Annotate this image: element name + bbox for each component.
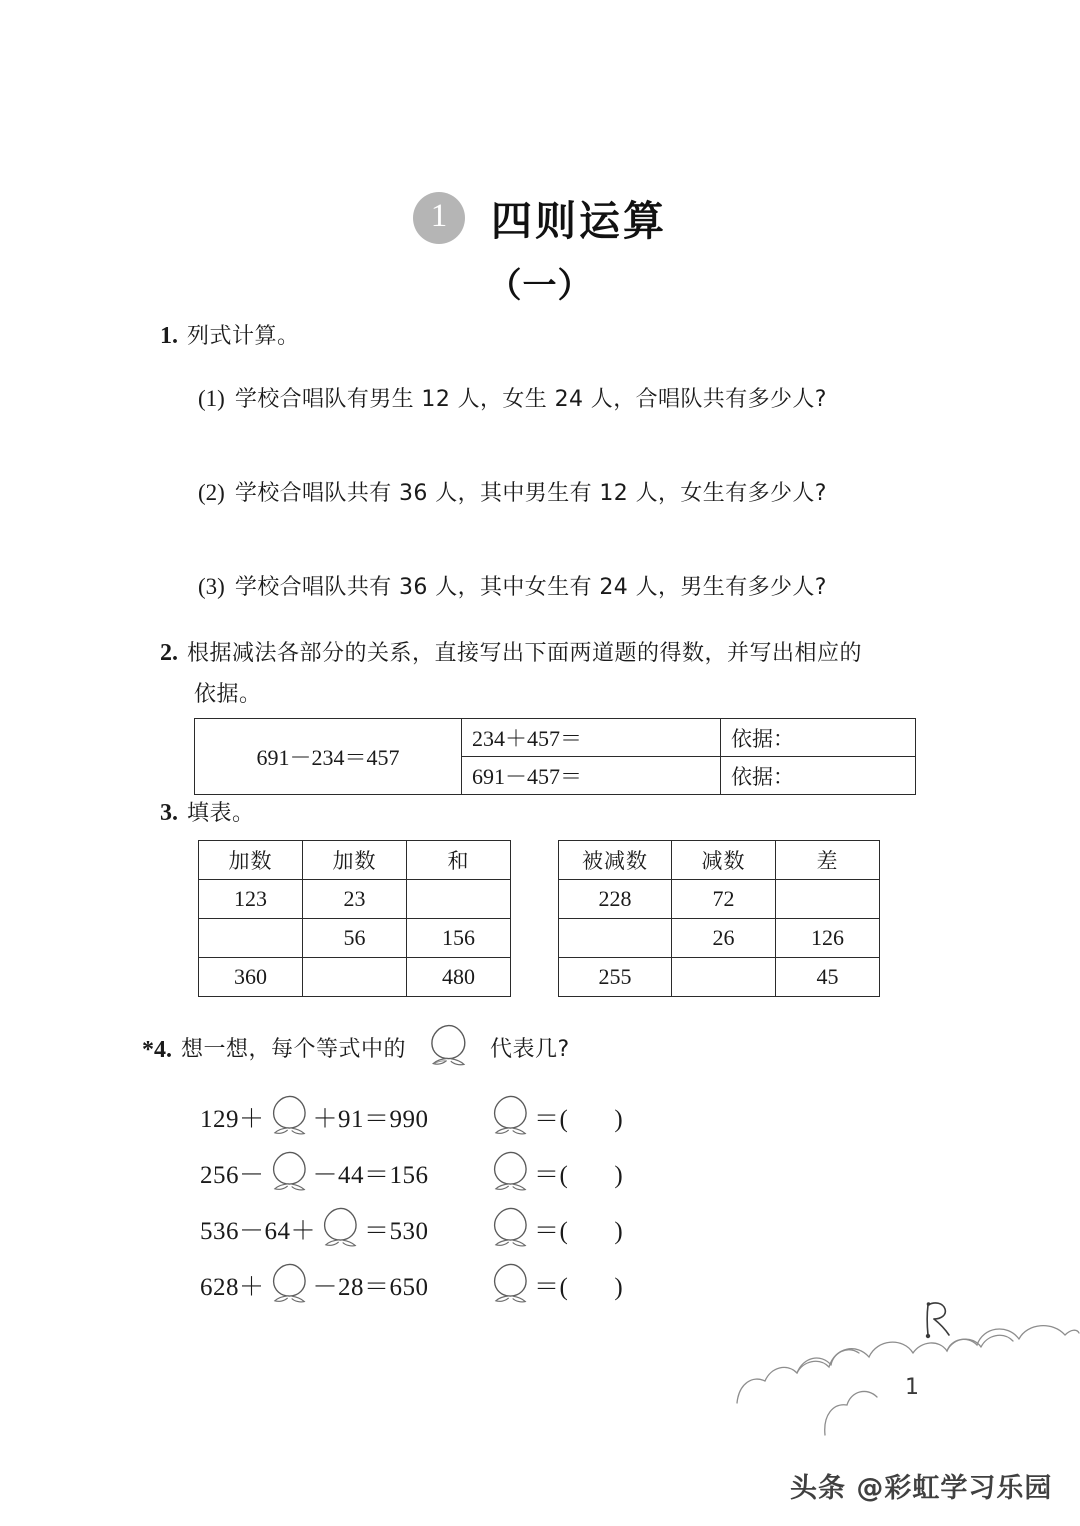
equation-suffix: －44＝156 — [312, 1162, 429, 1190]
question-1-heading — [160, 318, 1020, 355]
peach-icon — [316, 1205, 364, 1260]
peach-icon — [486, 1205, 534, 1260]
table-row — [199, 880, 511, 919]
equation-suffix: －28＝650 — [312, 1274, 429, 1302]
answer-close: ) — [614, 1274, 624, 1302]
question-1-prompt: 列式计算。 — [187, 324, 300, 349]
table-row — [559, 880, 880, 919]
question-3-prompt: 填表。 — [187, 801, 255, 826]
item-label: (1) — [198, 386, 225, 412]
equation-answer-4 — [486, 1261, 623, 1316]
question-1-item-2 — [198, 475, 1020, 511]
table-row — [199, 919, 511, 958]
cell-r2c2[interactable]: 56 — [303, 919, 407, 958]
peach-icon — [486, 1093, 534, 1148]
answer-open: ＝( — [534, 1274, 569, 1302]
cell-r1c1[interactable]: 123 — [199, 880, 303, 919]
question-4-heading — [142, 1022, 1022, 1079]
answer-open: ＝( — [534, 1162, 569, 1190]
expression-cell-2[interactable]: 691－457＝ — [462, 757, 721, 795]
cell-r2c3[interactable]: 126 — [776, 919, 880, 958]
col-header-subtrahend: 减数 — [672, 841, 776, 880]
peach-icon — [423, 1022, 473, 1079]
item-label: (2) — [198, 480, 225, 506]
table-header-row — [199, 841, 511, 880]
cell-r3c1[interactable]: 255 — [559, 958, 672, 997]
answer-open: ＝( — [534, 1106, 569, 1134]
question-1-number: 1. — [160, 323, 178, 349]
peach-icon — [265, 1093, 313, 1148]
question-4-prompt-before: 想一想，每个等式中的 — [181, 1037, 407, 1063]
expression-cell-1[interactable]: 234＋457＝ — [462, 719, 721, 757]
subtraction-table — [558, 840, 880, 997]
equation-row-3 — [200, 1205, 1022, 1261]
cell-r1c2[interactable]: 23 — [303, 880, 407, 919]
basis-cell-2[interactable]: 依据： — [721, 757, 916, 795]
answer-close: ) — [614, 1218, 624, 1246]
question-2-table — [194, 718, 916, 795]
page-number: 1 — [905, 1375, 919, 1400]
question-2-heading — [160, 635, 1030, 672]
question-1 — [160, 318, 1020, 605]
question-2-prompt-line1: 根据减法各部分的关系，直接写出下面两道题的得数，并写出相应的 — [187, 641, 863, 666]
equation-answer-1 — [486, 1093, 623, 1148]
question-2-prompt-line2: 依据。 — [194, 682, 262, 708]
equation-answer-3 — [486, 1205, 623, 1260]
cell-r3c2[interactable] — [303, 958, 407, 997]
question-3 — [160, 795, 255, 832]
equation-expression-2 — [200, 1149, 486, 1204]
item-label: (3) — [198, 574, 225, 600]
cell-r1c3[interactable] — [407, 880, 511, 919]
col-header-difference: 差 — [776, 841, 880, 880]
question-3-number: 3. — [160, 800, 178, 826]
cell-r1c2[interactable]: 72 — [672, 880, 776, 919]
addition-table — [198, 840, 511, 997]
peach-icon — [486, 1149, 534, 1204]
given-expression-cell: 691－234＝457 — [195, 719, 462, 795]
table-header-row — [559, 841, 880, 880]
cell-r3c2[interactable] — [672, 958, 776, 997]
cell-r3c3[interactable]: 480 — [407, 958, 511, 997]
equation-prefix: 628＋ — [200, 1274, 265, 1302]
equation-answer-2 — [486, 1149, 623, 1204]
col-header-addend-1: 加数 — [199, 841, 303, 880]
equation-row-2 — [200, 1149, 1022, 1205]
equation-prefix: 536－64＋ — [200, 1218, 317, 1246]
equation-row-4 — [200, 1261, 1022, 1317]
basis-cell-1[interactable]: 依据： — [721, 719, 916, 757]
answer-close: ) — [614, 1162, 624, 1190]
col-header-minuend: 被减数 — [559, 841, 672, 880]
cell-r1c1[interactable]: 228 — [559, 880, 672, 919]
question-1-item-3 — [198, 569, 1020, 605]
equation-prefix: 129＋ — [200, 1106, 265, 1134]
equation-expression-4 — [200, 1261, 486, 1316]
peach-icon — [486, 1261, 534, 1316]
chapter-number-badge: 1 — [413, 192, 465, 244]
equation-expression-1 — [200, 1093, 486, 1148]
col-header-addend-2: 加数 — [303, 841, 407, 880]
question-1-item-1 — [198, 381, 1020, 417]
chapter-header — [0, 188, 1080, 247]
peach-icon — [265, 1149, 313, 1204]
equation-row-1 — [200, 1093, 1022, 1149]
cell-r2c2[interactable]: 26 — [672, 919, 776, 958]
answer-close: ) — [614, 1106, 624, 1134]
watermark: 头条 @彩虹学习乐园 — [790, 1473, 1053, 1504]
col-header-sum: 和 — [407, 841, 511, 880]
subtraction-table-wrapper — [558, 840, 880, 997]
item-text: 学校合唱队共有 36 人，其中女生有 24 人，男生有多少人? — [234, 575, 827, 601]
equation-suffix: ＋91＝990 — [312, 1106, 429, 1134]
peach-icon — [265, 1261, 313, 1316]
question-3-heading — [160, 795, 255, 832]
table-row — [559, 958, 880, 997]
question-2 — [160, 635, 1030, 712]
table-row — [195, 719, 916, 757]
answer-open: ＝( — [534, 1218, 569, 1246]
cell-r3c1[interactable]: 360 — [199, 958, 303, 997]
page-title: 四则运算 — [491, 197, 667, 245]
cell-r3c3[interactable]: 45 — [776, 958, 880, 997]
equation-prefix: 256－ — [200, 1162, 265, 1190]
equation-list — [200, 1093, 1022, 1317]
question-2-number: 2. — [160, 640, 178, 666]
item-text: 学校合唱队共有 36 人，其中男生有 12 人，女生有多少人? — [234, 481, 827, 507]
question-4-number: *4. — [142, 1036, 172, 1063]
table-row — [559, 919, 880, 958]
equation-suffix: ＝530 — [364, 1218, 429, 1246]
question-4 — [142, 1022, 1022, 1317]
cell-r2c3[interactable]: 156 — [407, 919, 511, 958]
cell-r2c1[interactable] — [199, 919, 303, 958]
item-text: 学校合唱队有男生 12 人，女生 24 人，合唱队共有多少人? — [234, 387, 827, 413]
question-4-prompt-after: 代表几? — [490, 1037, 570, 1063]
table-row — [199, 958, 511, 997]
chapter-subtitle: （一） — [487, 266, 593, 306]
cell-r1c3[interactable] — [776, 880, 880, 919]
cell-r2c1[interactable] — [559, 919, 672, 958]
addition-table-wrapper — [198, 840, 511, 997]
equation-expression-3 — [200, 1205, 486, 1260]
